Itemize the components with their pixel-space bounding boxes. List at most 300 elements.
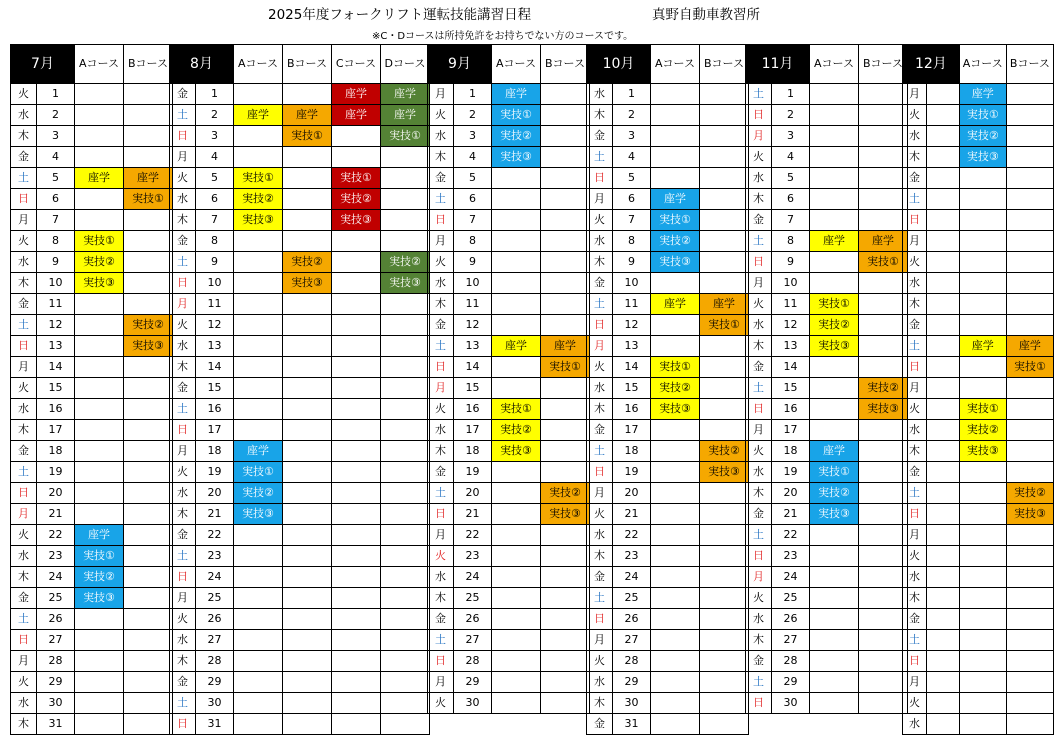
date-cell: [927, 693, 960, 714]
empty-cell: [959, 693, 1006, 714]
day-row: [428, 357, 590, 378]
date-cell: 13: [613, 336, 651, 357]
empty-cell: [75, 420, 124, 441]
date-cell: 13: [772, 336, 810, 357]
empty-cell: [859, 441, 908, 462]
empty-cell: [234, 567, 283, 588]
day-row: [170, 630, 430, 651]
day-row: [170, 672, 430, 693]
empty-cell: [700, 126, 749, 147]
date-cell: 9: [772, 252, 810, 273]
empty-cell: [959, 462, 1006, 483]
date-cell: 15: [37, 378, 75, 399]
empty-cell: [1006, 462, 1053, 483]
empty-cell: [332, 294, 381, 315]
empty-cell: [234, 336, 283, 357]
date-cell: 23: [613, 546, 651, 567]
empty-cell: [283, 420, 332, 441]
day-row: [903, 420, 1054, 441]
empty-cell: [700, 483, 749, 504]
day-row: [587, 714, 749, 735]
empty-cell: [234, 294, 283, 315]
weekday-cell: 金: [746, 357, 772, 378]
session-cell: 座学: [381, 105, 430, 126]
weekday-cell: 日: [428, 651, 454, 672]
course-header: Bコース: [541, 45, 590, 84]
day-row: [170, 714, 430, 735]
empty-cell: [541, 525, 590, 546]
empty-cell: [859, 357, 908, 378]
date-cell: 11: [454, 294, 492, 315]
date-cell: [927, 651, 960, 672]
empty-cell: [810, 273, 859, 294]
empty-cell: [541, 84, 590, 105]
empty-cell: [124, 147, 173, 168]
date-cell: [927, 378, 960, 399]
weekday-cell: 土: [903, 630, 927, 651]
empty-cell: [1006, 126, 1053, 147]
weekday-cell: 火: [428, 399, 454, 420]
day-row: [903, 609, 1054, 630]
date-cell: 24: [37, 567, 75, 588]
session-cell: 座学: [492, 336, 541, 357]
empty-cell: [332, 693, 381, 714]
empty-cell: [234, 84, 283, 105]
date-cell: 3: [772, 126, 810, 147]
date-cell: 17: [454, 420, 492, 441]
weekday-cell: 火: [903, 105, 927, 126]
day-row: [170, 462, 430, 483]
empty-cell: [75, 714, 124, 735]
month-name: 12月: [903, 45, 960, 84]
day-row: [11, 588, 173, 609]
date-cell: 4: [454, 147, 492, 168]
empty-cell: [651, 693, 700, 714]
empty-cell: [1006, 609, 1053, 630]
date-cell: 31: [613, 714, 651, 735]
date-cell: 28: [772, 651, 810, 672]
day-row: [170, 546, 430, 567]
empty-cell: [959, 189, 1006, 210]
empty-cell: [124, 420, 173, 441]
date-cell: [927, 252, 960, 273]
day-row: [170, 420, 430, 441]
empty-cell: [541, 399, 590, 420]
weekday-cell: 火: [903, 546, 927, 567]
weekday-cell: 土: [746, 231, 772, 252]
session-cell: 座学: [492, 84, 541, 105]
empty-cell: [700, 567, 749, 588]
day-row: [587, 126, 749, 147]
empty-cell: [283, 672, 332, 693]
weekday-cell: 水: [746, 462, 772, 483]
empty-cell: [651, 84, 700, 105]
empty-cell: [332, 672, 381, 693]
weekday-cell: 木: [170, 651, 196, 672]
empty-cell: [381, 693, 430, 714]
day-row: [428, 189, 590, 210]
empty-cell: [283, 504, 332, 525]
day-row: [587, 672, 749, 693]
day-row: [746, 546, 908, 567]
day-row: [746, 210, 908, 231]
empty-cell: [283, 210, 332, 231]
day-row: [587, 546, 749, 567]
date-cell: 24: [196, 567, 234, 588]
weekday-cell: 土: [587, 441, 613, 462]
empty-cell: [1006, 441, 1053, 462]
day-row: [587, 210, 749, 231]
empty-cell: [283, 651, 332, 672]
date-cell: 6: [454, 189, 492, 210]
empty-cell: [381, 378, 430, 399]
empty-cell: [283, 294, 332, 315]
day-row: [903, 315, 1054, 336]
weekday-cell: 水: [170, 630, 196, 651]
empty-cell: [332, 378, 381, 399]
date-cell: 17: [196, 420, 234, 441]
empty-cell: [283, 609, 332, 630]
weekday-cell: 土: [746, 672, 772, 693]
date-cell: 16: [37, 399, 75, 420]
session-cell: 実技②: [959, 126, 1006, 147]
weekday-cell: 火: [746, 147, 772, 168]
weekday-cell: 日: [587, 609, 613, 630]
day-row: [746, 420, 908, 441]
empty-cell: [651, 609, 700, 630]
date-cell: 13: [37, 336, 75, 357]
day-row: [903, 588, 1054, 609]
empty-cell: [810, 252, 859, 273]
empty-cell: [700, 252, 749, 273]
empty-cell: [1006, 651, 1053, 672]
course-header: Bコース: [283, 45, 332, 84]
empty-cell: [1006, 420, 1053, 441]
date-cell: [927, 609, 960, 630]
date-cell: 1: [196, 84, 234, 105]
empty-cell: [381, 168, 430, 189]
weekday-cell: 水: [11, 399, 37, 420]
weekday-cell: 日: [903, 651, 927, 672]
empty-cell: [75, 357, 124, 378]
date-cell: [927, 315, 960, 336]
empty-cell: [700, 168, 749, 189]
empty-cell: [381, 714, 430, 735]
day-row: [903, 567, 1054, 588]
empty-cell: [75, 483, 124, 504]
course-header: Aコース: [234, 45, 283, 84]
empty-cell: [234, 273, 283, 294]
day-row: [903, 168, 1054, 189]
day-row: [587, 651, 749, 672]
weekday-cell: 火: [170, 315, 196, 336]
empty-cell: [700, 588, 749, 609]
empty-cell: [959, 504, 1006, 525]
date-cell: 5: [613, 168, 651, 189]
weekday-cell: 日: [170, 126, 196, 147]
date-cell: 23: [772, 546, 810, 567]
empty-cell: [959, 294, 1006, 315]
session-cell: 実技②: [651, 378, 700, 399]
weekday-cell: 木: [903, 294, 927, 315]
day-row: [903, 378, 1054, 399]
date-cell: 17: [37, 420, 75, 441]
empty-cell: [651, 651, 700, 672]
date-cell: 26: [613, 609, 651, 630]
weekday-cell: 水: [587, 672, 613, 693]
day-row: [170, 189, 430, 210]
weekday-cell: 火: [746, 294, 772, 315]
weekday-cell: 水: [587, 525, 613, 546]
weekday-cell: 日: [903, 357, 927, 378]
date-cell: [927, 168, 960, 189]
date-cell: 6: [196, 189, 234, 210]
date-cell: 14: [196, 357, 234, 378]
weekday-cell: 日: [428, 504, 454, 525]
empty-cell: [1006, 525, 1053, 546]
date-cell: 21: [37, 504, 75, 525]
weekday-cell: 木: [170, 210, 196, 231]
weekday-cell: 水: [428, 567, 454, 588]
empty-cell: [651, 483, 700, 504]
day-row: [587, 441, 749, 462]
weekday-cell: 日: [11, 189, 37, 210]
date-cell: 28: [37, 651, 75, 672]
empty-cell: [283, 168, 332, 189]
date-cell: 4: [613, 147, 651, 168]
date-cell: [927, 672, 960, 693]
empty-cell: [541, 693, 590, 714]
date-cell: 30: [454, 693, 492, 714]
session-cell: 実技①: [959, 399, 1006, 420]
empty-cell: [651, 273, 700, 294]
weekday-cell: 木: [428, 441, 454, 462]
empty-cell: [859, 630, 908, 651]
empty-cell: [651, 441, 700, 462]
month-name: 8月: [170, 45, 234, 84]
empty-cell: [283, 399, 332, 420]
empty-cell: [1006, 252, 1053, 273]
session-cell: 実技③: [959, 147, 1006, 168]
weekday-cell: 月: [428, 672, 454, 693]
weekday-cell: 土: [587, 588, 613, 609]
empty-cell: [959, 546, 1006, 567]
day-row: [11, 672, 173, 693]
empty-cell: [700, 273, 749, 294]
empty-cell: [810, 609, 859, 630]
date-cell: [927, 483, 960, 504]
date-cell: [927, 273, 960, 294]
day-row: [746, 189, 908, 210]
date-cell: 26: [37, 609, 75, 630]
day-row: [11, 105, 173, 126]
day-row: [170, 210, 430, 231]
date-cell: 27: [454, 630, 492, 651]
day-row: [428, 672, 590, 693]
empty-cell: [541, 126, 590, 147]
date-cell: 7: [454, 210, 492, 231]
weekday-cell: 水: [903, 273, 927, 294]
weekday-cell: 水: [170, 483, 196, 504]
date-cell: 28: [196, 651, 234, 672]
day-row: [903, 252, 1054, 273]
empty-cell: [492, 483, 541, 504]
empty-cell: [332, 357, 381, 378]
empty-cell: [381, 147, 430, 168]
date-cell: 17: [613, 420, 651, 441]
weekday-cell: 火: [170, 168, 196, 189]
empty-cell: [859, 525, 908, 546]
session-cell: 座学: [810, 441, 859, 462]
session-cell: 座学: [959, 84, 1006, 105]
weekday-cell: 木: [11, 714, 37, 735]
day-row: [903, 462, 1054, 483]
empty-cell: [541, 567, 590, 588]
date-cell: 25: [196, 588, 234, 609]
session-cell: 実技①: [75, 546, 124, 567]
weekday-cell: 月: [428, 231, 454, 252]
date-cell: 13: [454, 336, 492, 357]
day-row: [428, 525, 590, 546]
empty-cell: [859, 168, 908, 189]
date-cell: 22: [37, 525, 75, 546]
date-cell: 9: [196, 252, 234, 273]
date-cell: 21: [772, 504, 810, 525]
empty-cell: [810, 630, 859, 651]
session-cell: 座学: [75, 168, 124, 189]
date-cell: 18: [613, 441, 651, 462]
empty-cell: [651, 504, 700, 525]
date-cell: 31: [37, 714, 75, 735]
day-row: [170, 693, 430, 714]
empty-cell: [700, 84, 749, 105]
day-row: [11, 483, 173, 504]
empty-cell: [124, 504, 173, 525]
weekday-cell: 金: [170, 84, 196, 105]
day-row: [170, 441, 430, 462]
session-cell: 座学: [234, 105, 283, 126]
date-cell: 4: [196, 147, 234, 168]
day-row: [428, 462, 590, 483]
empty-cell: [541, 252, 590, 273]
date-cell: 16: [196, 399, 234, 420]
weekday-cell: 火: [903, 399, 927, 420]
empty-cell: [651, 588, 700, 609]
empty-cell: [492, 525, 541, 546]
empty-cell: [1006, 294, 1053, 315]
empty-cell: [492, 693, 541, 714]
day-row: [170, 231, 430, 252]
date-cell: 22: [454, 525, 492, 546]
day-row: [11, 378, 173, 399]
day-row: [428, 399, 590, 420]
empty-cell: [651, 630, 700, 651]
date-cell: [927, 294, 960, 315]
date-cell: 27: [772, 630, 810, 651]
empty-cell: [283, 147, 332, 168]
date-cell: 16: [613, 399, 651, 420]
empty-cell: [859, 462, 908, 483]
date-cell: 21: [196, 504, 234, 525]
weekday-cell: 水: [428, 420, 454, 441]
session-cell: 実技①: [700, 315, 749, 336]
course-header: Bコース: [124, 45, 173, 84]
empty-cell: [700, 210, 749, 231]
session-cell: 実技③: [959, 441, 1006, 462]
date-cell: [927, 336, 960, 357]
date-cell: 6: [772, 189, 810, 210]
empty-cell: [810, 147, 859, 168]
empty-cell: [283, 630, 332, 651]
day-row: [170, 147, 430, 168]
session-cell: 実技①: [651, 210, 700, 231]
day-row: [587, 294, 749, 315]
empty-cell: [332, 231, 381, 252]
session-cell: 実技①: [541, 357, 590, 378]
date-cell: 7: [196, 210, 234, 231]
weekday-cell: 月: [11, 504, 37, 525]
weekday-cell: 火: [428, 105, 454, 126]
weekday-cell: 木: [746, 483, 772, 504]
day-row: [11, 231, 173, 252]
empty-cell: [810, 357, 859, 378]
empty-cell: [381, 483, 430, 504]
date-cell: 22: [772, 525, 810, 546]
day-row: [903, 126, 1054, 147]
empty-cell: [332, 252, 381, 273]
empty-cell: [959, 378, 1006, 399]
empty-cell: [651, 336, 700, 357]
weekday-cell: 土: [170, 546, 196, 567]
empty-cell: [381, 336, 430, 357]
date-cell: 10: [772, 273, 810, 294]
empty-cell: [959, 483, 1006, 504]
empty-cell: [541, 378, 590, 399]
month-name: 9月: [428, 45, 492, 84]
date-cell: 20: [454, 483, 492, 504]
date-cell: [927, 84, 960, 105]
date-cell: 25: [454, 588, 492, 609]
empty-cell: [700, 378, 749, 399]
session-cell: 座学: [651, 189, 700, 210]
weekday-cell: 木: [587, 105, 613, 126]
empty-cell: [1006, 567, 1053, 588]
empty-cell: [381, 525, 430, 546]
day-row: [746, 84, 908, 105]
empty-cell: [1006, 147, 1053, 168]
empty-cell: [381, 588, 430, 609]
empty-cell: [234, 588, 283, 609]
course-note: ※C・Dコースは所持免許をお持ちでない方のコースです。: [372, 31, 634, 42]
empty-cell: [959, 315, 1006, 336]
day-row: [170, 336, 430, 357]
empty-cell: [959, 273, 1006, 294]
day-row: [170, 609, 430, 630]
day-row: [746, 672, 908, 693]
empty-cell: [492, 210, 541, 231]
weekday-cell: 火: [587, 357, 613, 378]
empty-cell: [332, 273, 381, 294]
date-cell: [927, 462, 960, 483]
date-cell: 22: [613, 525, 651, 546]
day-row: [11, 399, 173, 420]
empty-cell: [492, 567, 541, 588]
session-cell: 座学: [651, 294, 700, 315]
empty-cell: [124, 84, 173, 105]
weekday-cell: 金: [903, 609, 927, 630]
empty-cell: [1006, 231, 1053, 252]
date-cell: 9: [613, 252, 651, 273]
